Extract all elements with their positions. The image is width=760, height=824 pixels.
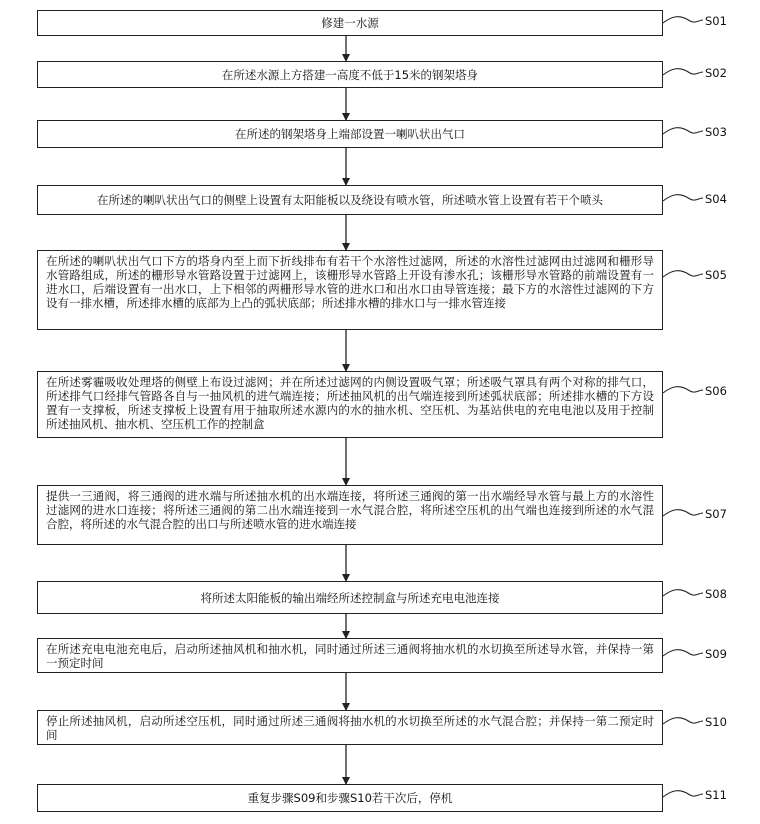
step-text-s03: 在所述的钢架塔身上端部设置一喇叭状出气口 (235, 127, 465, 141)
step-text-s01: 修建一水源 (321, 16, 379, 30)
step-label-s08: S08 (705, 587, 727, 601)
step-box-s03 (37, 120, 663, 148)
leader-s09 (663, 650, 703, 656)
step-label-s04: S04 (705, 192, 727, 206)
step-box-s10 (37, 710, 663, 745)
step-text-s06: 在所述雾霾吸收处理塔的侧壁上布设过滤网；并在所述过滤网的内侧设置吸气罩；所述吸气罩具有两个对称的排气口，所述排气口经排气管路各自与一抽风机的进气端连接；所述抽风机的出气端连接到所述弧状底部；所述排水槽的下方设置有一支撑板，所述支撑板上设置有用于抽取所述水源内的水的抽水机、空压机、为基站供电的充电电池以及用于控制所述抽风机、抽水机、空压机工作的控制盒 (46, 375, 654, 431)
step-label-s07: S07 (705, 507, 727, 521)
step-box-s09 (37, 638, 663, 673)
leader-s10 (663, 718, 703, 724)
leader-s08 (663, 590, 703, 596)
step-box-s07 (37, 485, 663, 545)
leader-s11 (663, 791, 703, 797)
step-label-s03: S03 (705, 125, 727, 139)
step-box-s01 (37, 10, 663, 36)
step-text-s02: 在所述水源上方搭建一高度不低于15米的钢架塔身 (221, 67, 479, 82)
leader-s02 (663, 69, 703, 75)
leader-s01 (663, 17, 703, 23)
step-label-s10: S10 (705, 715, 727, 729)
step-box-s02 (37, 61, 663, 88)
leader-s07 (663, 510, 703, 516)
step-text-s05: 在所述的喇叭状出气口下方的塔身内至上而下折线排布有若干个水溶性过滤网，所述的水溶性过滤网由过滤网和栅形导水管路组成，所述的栅形导水管路设置于过滤网上，该栅形导水管路上开设有渗水孔；该栅形导水管路的前端设置有一进水口，后端设置有一出水口，上下相邻的两栅形导水管的进水口和出水口由导管连接；最下方的水溶性过滤网的下方设有一排水槽，所述排水槽的底部为上凸的弧状底部；所述排水槽的排水口与一排水管连接 (46, 254, 654, 310)
step-label-s06: S06 (705, 384, 727, 398)
step-box-s11 (37, 784, 663, 812)
step-box-s06 (37, 371, 663, 438)
leader-s05 (663, 271, 703, 277)
step-box-s04 (37, 185, 663, 215)
leader-s04 (663, 195, 703, 201)
step-text-s08: 将所述太阳能板的输出端经所述控制盒与所述充电电池连接 (200, 590, 500, 605)
step-text-s11: 重复步骤S09和步骤S10若干次后，停机 (247, 791, 453, 805)
step-text-s04: 在所述的喇叭状出气口的侧壁上设置有太阳能板以及绕设有喷水管，所述喷水管上设置有若干个喷头 (97, 193, 603, 207)
step-label-s09: S09 (705, 647, 727, 661)
step-box-s08 (37, 581, 663, 614)
leader-s03 (663, 128, 703, 134)
step-label-s11: S11 (705, 788, 727, 802)
step-box-s05 (37, 250, 663, 330)
step-label-s02: S02 (705, 66, 727, 80)
step-text-s10: 停止所述抽风机，启动所述空压机，同时通过所述三通阀将抽水机的水切换至所述的水气混合腔；并保持一第二预定时间 (46, 714, 654, 742)
step-text-s07: 提供一三通阀，将三通阀的进水端与所述抽水机的出水端连接，将所述三通阀的第一出水端经导水管与最上方的水溶性过滤网的进水口连接；将所述三通阀的第二出水端连接到一水气混合腔，将所述空压机的出气端也连接到所述的水气混合腔，将所述的水气混合腔的出口与所述喷水管的进水端连接 (46, 489, 654, 531)
leader-s06 (663, 387, 703, 393)
step-text-s09: 在所述充电电池充电后，启动所述抽风机和抽水机，同时通过所述三通阀将抽水机的水切换至所述导水管，并保持一第一预定时间 (46, 642, 654, 670)
step-label-s05: S05 (705, 268, 727, 282)
step-label-s01: S01 (705, 14, 727, 28)
